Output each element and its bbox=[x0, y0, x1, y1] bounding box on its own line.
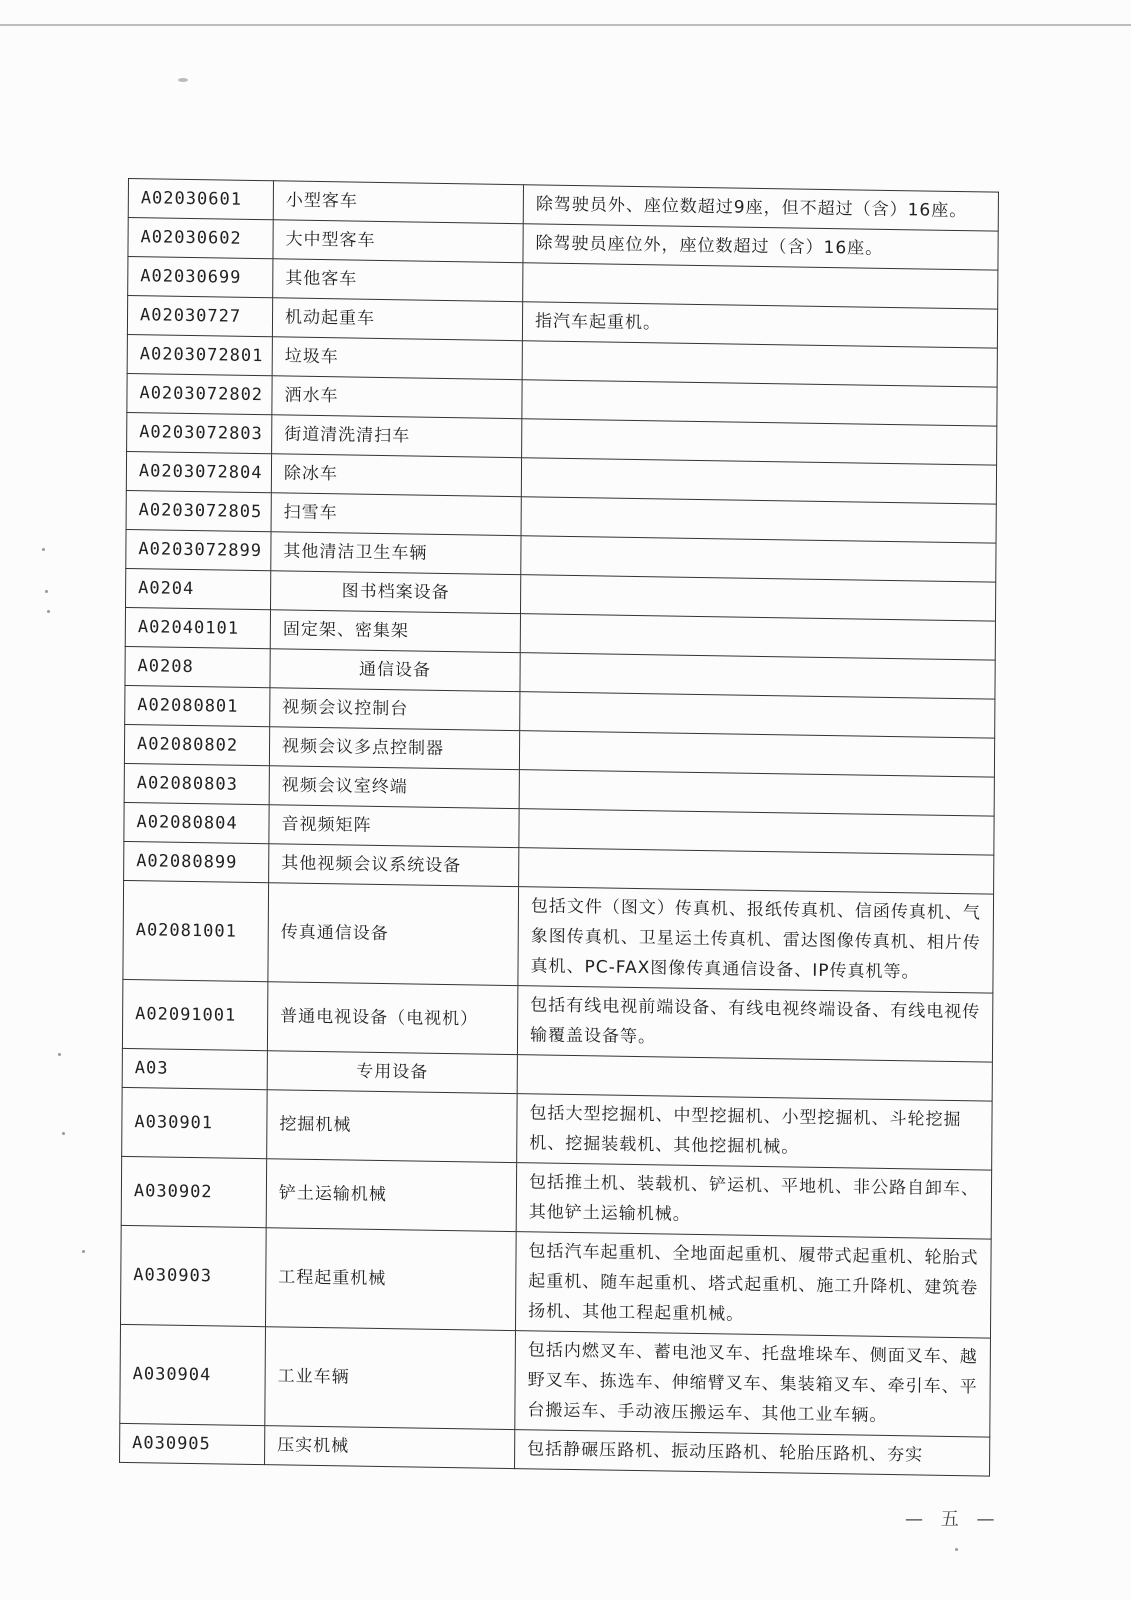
item-name: 普通电视设备（电视机） bbox=[267, 982, 517, 1055]
scan-speck bbox=[58, 1053, 61, 1056]
catalog-table-body bbox=[120, 179, 999, 1477]
item-name: 除冰车 bbox=[271, 454, 521, 497]
category-name: 通信设备 bbox=[270, 649, 520, 692]
item-name: 铲土运输机械 bbox=[266, 1159, 516, 1232]
item-name: 街道清洗清扫车 bbox=[272, 415, 522, 458]
scan-speck bbox=[42, 548, 45, 551]
item-name: 挖掘机械 bbox=[267, 1090, 517, 1163]
item-name: 固定架、密集架 bbox=[270, 610, 520, 653]
scan-top-edge bbox=[0, 24, 1131, 26]
item-name: 洒水车 bbox=[272, 376, 522, 419]
table-row bbox=[120, 1324, 991, 1437]
item-code: A02030602 bbox=[128, 218, 273, 259]
item-name: 传真通信设备 bbox=[268, 883, 519, 986]
item-code: A0203072899 bbox=[126, 529, 271, 570]
item-description: 包括文件（图文）传真机、报纸传真机、信函传真机、气象图传真机、卫星运土传真机、雷达图像传真机、相片传真机、PC-FAX图像传真通信设备、IP传真机等。 bbox=[518, 887, 994, 993]
table-row bbox=[120, 1225, 991, 1338]
item-code: A0203072803 bbox=[127, 412, 272, 453]
item-name: 视频会议多点控制器 bbox=[269, 727, 519, 770]
page-number: — 五 — bbox=[905, 1509, 1001, 1530]
item-code: A0203072804 bbox=[126, 451, 271, 492]
item-description: 包括有线电视前端设备、有线电视终端设备、有线电视传输覆盖设备等。 bbox=[517, 986, 992, 1062]
item-name: 工程起重机械 bbox=[265, 1228, 516, 1331]
scan-speck bbox=[45, 590, 48, 593]
item-name: 垃圾车 bbox=[272, 337, 522, 380]
item-name: 音视频矩阵 bbox=[269, 805, 519, 848]
item-name: 扫雪车 bbox=[271, 493, 521, 536]
item-description: 包括汽车起重机、全地面起重机、履带式起重机、轮胎式起重机、随车起重机、塔式起重机、施工升降机、建筑卷扬机、其他工程起重机械。 bbox=[515, 1232, 991, 1338]
item-description: 除驾驶员座位外，座位数超过（含）16座。 bbox=[523, 224, 998, 270]
item-description: 包括大型挖掘机、中型挖掘机、小型挖掘机、斗轮挖掘机、挖掘装载机、其他挖掘机械。 bbox=[517, 1094, 992, 1170]
item-code: A030903 bbox=[120, 1225, 266, 1326]
item-name: 工业车辆 bbox=[265, 1327, 516, 1430]
item-code: A02080899 bbox=[124, 841, 269, 882]
item-description: 除驾驶员外、座位数超过9座，但不超过（含）16座。 bbox=[523, 185, 998, 231]
scan-speck bbox=[82, 1250, 85, 1253]
item-code: A030902 bbox=[121, 1156, 266, 1227]
item-code: A02030727 bbox=[127, 295, 272, 336]
item-code: A030905 bbox=[120, 1423, 265, 1464]
item-code: A0203072805 bbox=[126, 490, 271, 531]
scan-speck bbox=[62, 1132, 65, 1135]
item-code: A02081001 bbox=[123, 880, 269, 981]
item-description: 包括推土机、装载机、铲运机、平地机、非公路自卸车、其他铲土运输机械。 bbox=[516, 1163, 991, 1239]
category-name: 专用设备 bbox=[267, 1051, 517, 1094]
category-name: 图书档案设备 bbox=[270, 571, 520, 614]
item-code: A02030699 bbox=[128, 257, 273, 298]
item-code: A02080802 bbox=[124, 724, 269, 765]
item-code: A02040101 bbox=[125, 607, 270, 648]
item-code: A02030601 bbox=[128, 179, 273, 220]
item-name: 视频会议室终端 bbox=[269, 766, 519, 809]
item-name: 其他视频会议系统设备 bbox=[269, 844, 519, 887]
item-code: A02080801 bbox=[125, 685, 270, 726]
scan-speck bbox=[955, 1548, 958, 1551]
item-code: A030904 bbox=[120, 1324, 266, 1425]
item-name: 视频会议控制台 bbox=[270, 688, 520, 731]
catalog-table-wrapper bbox=[119, 178, 998, 1477]
item-code: A03 bbox=[122, 1048, 267, 1089]
item-code: A030901 bbox=[122, 1087, 267, 1158]
catalog-table bbox=[119, 178, 999, 1477]
item-description: 包括静碾压路机、振动压路机、轮胎压路机、夯实 bbox=[515, 1430, 990, 1476]
item-name: 大中型客车 bbox=[273, 220, 523, 263]
item-code: A02080804 bbox=[124, 802, 269, 843]
item-code: A0204 bbox=[126, 568, 271, 609]
item-description: 包括内燃叉车、蓄电池叉车、托盘堆垛车、侧面叉车、越野叉车、拣选车、伸缩臂叉车、集装箱叉车、牵引车、平台搬运车、手动液压搬运车、其他工业车辆。 bbox=[515, 1331, 991, 1437]
item-name: 机动起重车 bbox=[272, 298, 522, 341]
scan-speck bbox=[178, 78, 188, 82]
item-name: 其他客车 bbox=[273, 259, 523, 302]
item-name: 小型客车 bbox=[273, 181, 523, 224]
item-code: A0208 bbox=[125, 646, 270, 687]
item-code: A0203072801 bbox=[127, 334, 272, 375]
item-code: A02091001 bbox=[122, 979, 267, 1050]
item-code: A02080803 bbox=[124, 763, 269, 804]
table-row bbox=[123, 880, 994, 993]
item-description: 指汽车起重机。 bbox=[522, 302, 997, 348]
item-name: 其他清洁卫生车辆 bbox=[271, 532, 521, 575]
item-code: A0203072802 bbox=[127, 373, 272, 414]
scan-speck bbox=[47, 610, 50, 613]
item-name: 压实机械 bbox=[265, 1426, 515, 1469]
